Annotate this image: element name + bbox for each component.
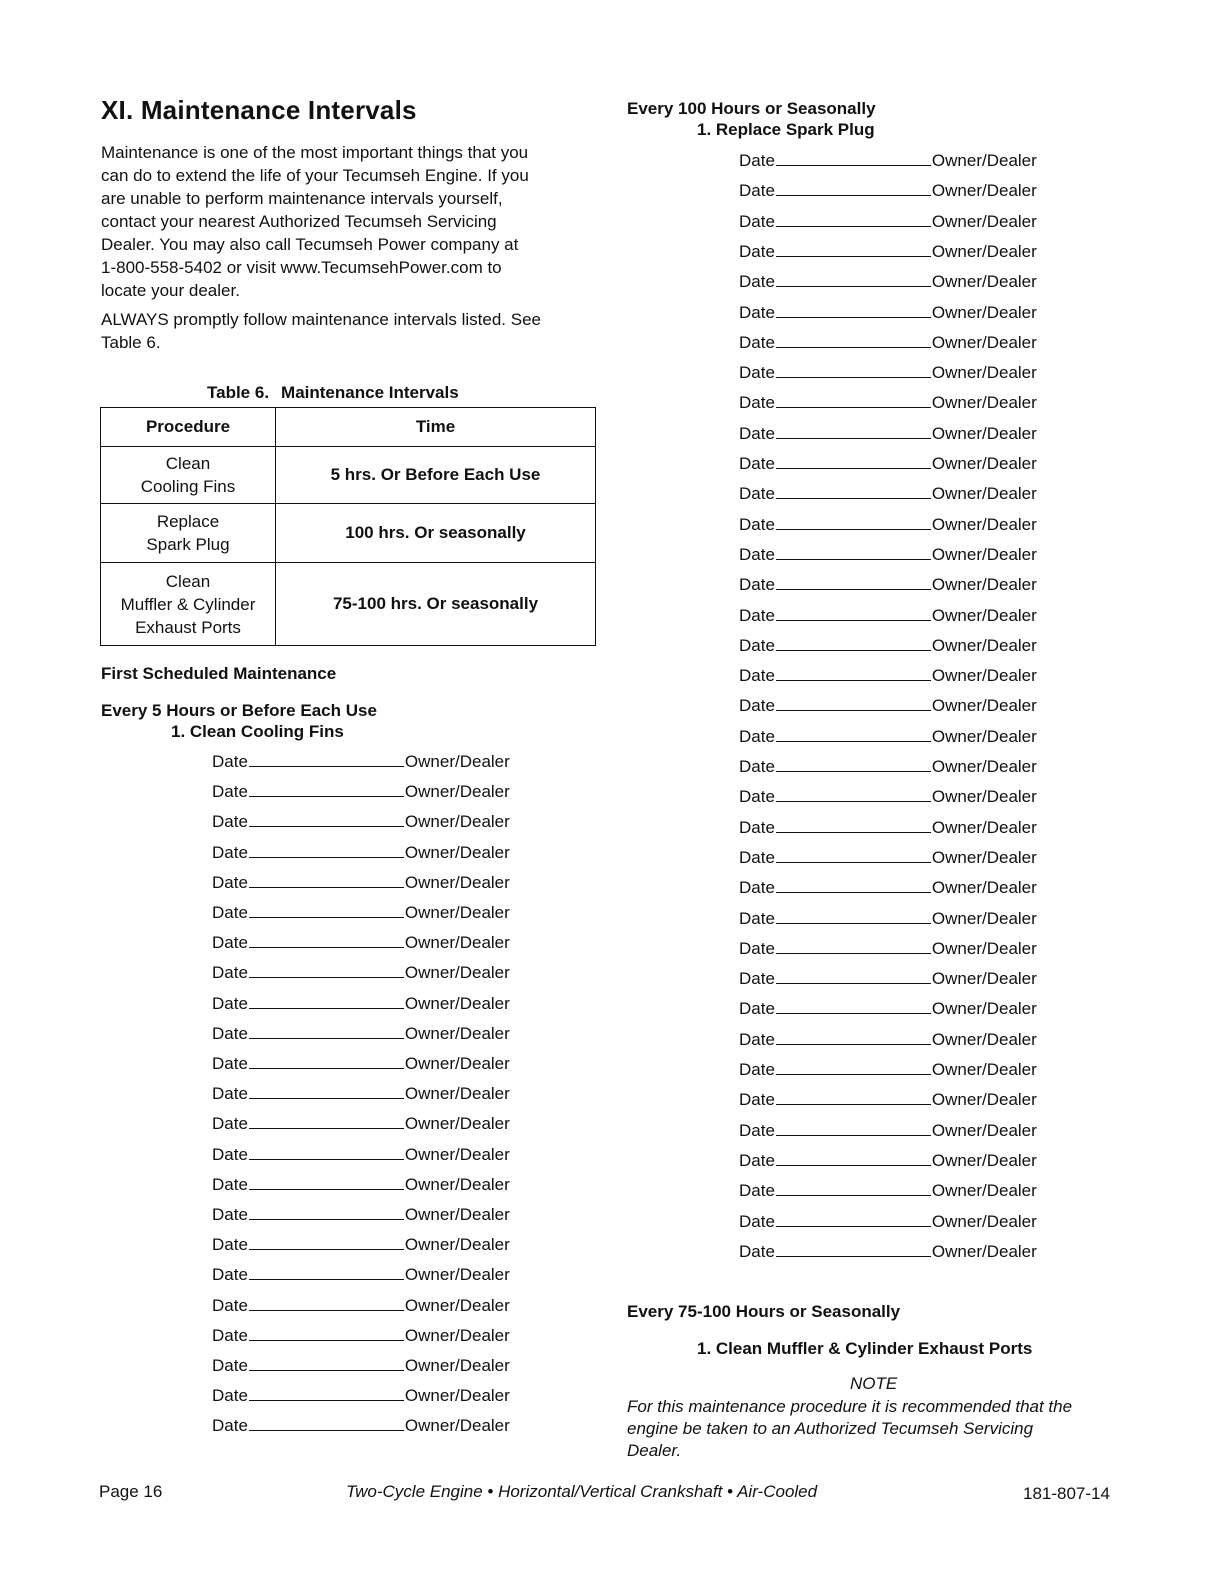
log-owner-dealer-label: Owner/Dealer: [931, 1150, 1037, 1170]
log-date-blank: [776, 272, 931, 287]
intro-line: locate your dealer.: [101, 281, 240, 300]
log-owner-dealer-label: Owner/Dealer: [404, 963, 510, 983]
log-row: [212, 933, 510, 953]
intro-line: Table 6.: [101, 333, 161, 352]
procedure-line: Exhaust Ports: [135, 617, 241, 637]
log-date-label: Date: [739, 999, 775, 1019]
log-date-blank: [776, 1060, 931, 1075]
log-date-label: Date: [212, 1265, 248, 1285]
log-date-blank: [776, 575, 931, 590]
schedule-75-100h-step: 1. Clean Muffler & Cylinder Exhaust Ports: [697, 1339, 1033, 1358]
log-date-label: Date: [739, 181, 775, 201]
intro-line: contact your nearest Authorized Tecumseh Servicing: [101, 212, 497, 231]
log-row: [739, 999, 1037, 1019]
log-date-label: Date: [739, 787, 775, 807]
note-title: NOTE: [850, 1374, 898, 1393]
log-date-label: Date: [212, 1325, 248, 1345]
log-owner-dealer-label: Owner/Dealer: [931, 332, 1037, 352]
log-owner-dealer-label: Owner/Dealer: [404, 1114, 510, 1134]
note-text: [627, 1396, 1127, 1462]
log-date-blank: [776, 151, 931, 166]
log-row: [739, 1212, 1037, 1232]
log-date-blank: [776, 727, 931, 742]
log-date-label: Date: [739, 1060, 775, 1079]
log-owner-dealer-label: Owner/Dealer: [931, 484, 1037, 504]
log-date-blank: [776, 181, 931, 196]
log-date-blank: [776, 1090, 931, 1105]
log-date-label: Date: [212, 842, 248, 862]
log-date-label: Date: [739, 332, 775, 352]
intro-line: ALWAYS promptly follow maintenance intervals listed. See: [101, 310, 541, 329]
log-date-label: Date: [212, 1386, 248, 1406]
log-row: [739, 909, 1037, 929]
log-row: [739, 1181, 1037, 1201]
log-row: [739, 484, 1037, 504]
log-owner-dealer-label: Owner/Dealer: [931, 635, 1037, 655]
log-date-blank: [776, 818, 931, 833]
log-date-blank: [776, 1181, 931, 1196]
log-row: [212, 1416, 510, 1436]
log-row: [739, 363, 1037, 383]
log-date-label: Date: [739, 878, 775, 898]
log-date-blank: [249, 843, 404, 858]
log-row: [739, 939, 1037, 959]
log-owner-dealer-label: Owner/Dealer: [404, 1386, 510, 1406]
log-date-blank: [249, 994, 404, 1009]
log-row: [212, 812, 510, 832]
table-row: [101, 504, 596, 563]
log-owner-dealer-label: Owner/Dealer: [931, 363, 1037, 383]
log-owner-dealer-label: Owner/Dealer: [404, 842, 510, 862]
log-date-label: Date: [212, 812, 248, 832]
log-owner-dealer-label: Owner/Dealer: [404, 903, 510, 922]
log-date-label: Date: [739, 272, 775, 292]
table-caption-title: Maintenance Intervals: [281, 383, 459, 402]
log-row: [212, 1386, 510, 1406]
log-date-label: Date: [212, 1144, 248, 1164]
log-date-label: Date: [212, 1205, 248, 1224]
log-date-blank: [776, 515, 931, 530]
schedule-100h-heading: Every 100 Hours or Seasonally: [627, 99, 876, 118]
log-owner-dealer-label: Owner/Dealer: [931, 969, 1037, 989]
log-date-label: Date: [739, 817, 775, 837]
log-date-label: Date: [212, 993, 248, 1013]
log-owner-dealer-label: Owner/Dealer: [931, 878, 1037, 898]
log-owner-dealer-label: Owner/Dealer: [931, 514, 1037, 534]
log-date-blank: [249, 1205, 404, 1220]
log-date-label: Date: [739, 1090, 775, 1110]
log-owner-dealer-label: Owner/Dealer: [404, 1235, 510, 1255]
log-date-label: Date: [739, 1211, 775, 1231]
log-row: [739, 818, 1037, 838]
log-row: [739, 515, 1037, 535]
log-date-label: Date: [739, 1241, 775, 1261]
schedule-75-100h-heading: Every 75-100 Hours or Seasonally: [627, 1302, 901, 1321]
header-time: Time: [276, 408, 596, 447]
log-date-label: Date: [739, 302, 775, 322]
log-date-blank: [249, 1296, 404, 1311]
log-date-blank: [249, 963, 404, 978]
log-row: [739, 1151, 1037, 1171]
log-date-blank: [776, 363, 931, 378]
log-row: [739, 1121, 1037, 1141]
time-cell: 100 hrs. Or seasonally: [276, 504, 596, 563]
log-date-blank: [776, 424, 931, 439]
log-date-label: Date: [739, 757, 775, 776]
log-date-blank: [776, 909, 931, 924]
log-owner-dealer-label: Owner/Dealer: [931, 757, 1037, 776]
log-row: [212, 1114, 510, 1134]
schedule-5h-step: 1. Clean Cooling Fins: [171, 722, 344, 741]
log-date-blank: [776, 454, 931, 469]
log-date-blank: [776, 303, 931, 318]
log-date-label: Date: [212, 1174, 248, 1194]
log-date-blank: [249, 1326, 404, 1341]
log-date-blank: [776, 787, 931, 802]
log-row: [739, 878, 1037, 898]
time-cell: 5 hrs. Or Before Each Use: [276, 447, 596, 504]
log-row: [212, 1205, 510, 1225]
log-owner-dealer-label: Owner/Dealer: [931, 575, 1037, 595]
log-row: [739, 1090, 1037, 1110]
log-date-label: Date: [212, 782, 248, 802]
log-owner-dealer-label: Owner/Dealer: [931, 1090, 1037, 1110]
log-row: [739, 1242, 1037, 1262]
procedure-line: Cooling Fins: [140, 477, 236, 496]
log-owner-dealer-label: Owner/Dealer: [931, 211, 1037, 231]
log-owner-dealer-label: Owner/Dealer: [931, 817, 1037, 837]
log-owner-dealer-label: Owner/Dealer: [931, 1060, 1037, 1079]
log-owner-dealer-label: Owner/Dealer: [931, 787, 1037, 807]
log-date-label: Date: [739, 151, 775, 170]
log-date-label: Date: [739, 847, 775, 867]
footer-document-code: 181-807-14: [1023, 1484, 1110, 1503]
log-owner-dealer-label: Owner/Dealer: [404, 1295, 510, 1315]
procedure-line: Clean: [165, 571, 211, 591]
log-date-blank: [249, 1054, 404, 1069]
log-owner-dealer-label: Owner/Dealer: [404, 1144, 510, 1164]
log-date-label: Date: [212, 752, 248, 771]
log-row: [739, 969, 1037, 989]
log-row: [212, 1326, 510, 1346]
table-row: [101, 563, 596, 646]
log-date-blank: [776, 757, 931, 772]
log-owner-dealer-label: Owner/Dealer: [931, 908, 1037, 928]
log-owner-dealer-label: Owner/Dealer: [931, 393, 1037, 413]
log-date-label: Date: [739, 241, 775, 261]
log-date-blank: [776, 606, 931, 621]
log-date-blank: [776, 242, 931, 257]
log-owner-dealer-label: Owner/Dealer: [931, 151, 1037, 170]
log-date-label: Date: [739, 1181, 775, 1201]
log-owner-dealer-label: Owner/Dealer: [931, 1211, 1037, 1231]
log-row: [739, 333, 1037, 353]
footer-title: Two-Cycle Engine • Horizontal/Vertical Crankshaft • Air-Cooled: [346, 1482, 818, 1501]
log-date-blank: [776, 939, 931, 954]
log-row: [212, 1265, 510, 1285]
note-line: For this maintenance procedure it is recommended that the: [627, 1397, 1073, 1416]
log-date-label: Date: [739, 726, 775, 746]
log-row: [739, 757, 1037, 777]
log-row: [212, 843, 510, 863]
log-date-blank: [776, 1242, 931, 1257]
log-row: [212, 1175, 510, 1195]
intro-line: can do to extend the life of your Tecumseh Engine. If you: [101, 166, 529, 185]
procedure-cell: [101, 447, 276, 504]
log-row: [739, 606, 1037, 626]
log-date-blank: [249, 1084, 404, 1099]
log-date-blank: [249, 752, 404, 767]
log-owner-dealer-label: Owner/Dealer: [931, 605, 1037, 625]
log-row: [739, 242, 1037, 262]
log-row: [739, 545, 1037, 565]
log-row: [739, 424, 1037, 444]
first-scheduled-heading: First Scheduled Maintenance: [101, 664, 337, 683]
procedure-line: Spark Plug: [146, 535, 230, 554]
table-caption: [207, 383, 459, 403]
time-cell: 75-100 hrs. Or seasonally: [276, 563, 596, 646]
log-date-blank: [776, 484, 931, 499]
log-date-blank: [776, 636, 931, 651]
log-date-blank: [249, 1145, 404, 1160]
log-date-blank: [776, 878, 931, 893]
log-date-label: Date: [739, 363, 775, 383]
log-date-blank: [776, 696, 931, 711]
log-row: [739, 848, 1037, 868]
log-owner-dealer-label: Owner/Dealer: [404, 1356, 510, 1375]
log-row: [212, 873, 510, 893]
log-date-label: Date: [739, 635, 775, 655]
log-date-label: Date: [212, 1084, 248, 1104]
log-row: [212, 1084, 510, 1104]
log-owner-dealer-label: Owner/Dealer: [404, 812, 510, 832]
log-owner-dealer-label: Owner/Dealer: [931, 544, 1037, 564]
footer-page-number: Page 16: [99, 1482, 163, 1501]
log-date-label: Date: [739, 696, 775, 716]
log-owner-dealer-label: Owner/Dealer: [404, 1416, 510, 1436]
log-date-label: Date: [212, 1295, 248, 1315]
log-date-label: Date: [739, 211, 775, 231]
log-owner-dealer-label: Owner/Dealer: [404, 1325, 510, 1345]
log-owner-dealer-label: Owner/Dealer: [404, 1084, 510, 1104]
log-date-blank: [249, 1114, 404, 1129]
log-date-label: Date: [212, 1235, 248, 1255]
log-owner-dealer-label: Owner/Dealer: [404, 933, 510, 953]
log-date-blank: [776, 666, 931, 681]
log-date-blank: [249, 782, 404, 797]
log-date-blank: [776, 333, 931, 348]
log-date-label: Date: [739, 666, 775, 686]
log-row: [212, 1054, 510, 1074]
log-row: [739, 1030, 1037, 1050]
log-owner-dealer-label: Owner/Dealer: [931, 999, 1037, 1019]
log-row: [739, 575, 1037, 595]
intro-line: Maintenance is one of the most important things that you: [101, 143, 529, 162]
log-owner-dealer-label: Owner/Dealer: [404, 993, 510, 1013]
schedule-100h-step: 1. Replace Spark Plug: [697, 120, 875, 139]
log-owner-dealer-label: Owner/Dealer: [931, 696, 1037, 716]
log-date-blank: [249, 1235, 404, 1250]
log-date-blank: [776, 545, 931, 560]
log-date-blank: [776, 1151, 931, 1166]
log-row: [739, 787, 1037, 807]
log-owner-dealer-label: Owner/Dealer: [931, 272, 1037, 292]
log-row: [739, 666, 1037, 686]
log-row: [212, 1356, 510, 1376]
log-row: [739, 151, 1037, 171]
log-date-blank: [249, 1386, 404, 1401]
log-date-blank: [249, 933, 404, 948]
log-date-label: Date: [739, 1150, 775, 1170]
header-procedure: Procedure: [101, 408, 276, 447]
log-row: [212, 903, 510, 923]
maintenance-intervals-table: [100, 407, 596, 646]
log-row: [212, 752, 510, 772]
log-owner-dealer-label: Owner/Dealer: [931, 1181, 1037, 1201]
intro-line: are unable to perform maintenance intervals yourself,: [101, 189, 503, 208]
log-date-blank: [249, 1416, 404, 1431]
log-date-blank: [776, 848, 931, 863]
log-owner-dealer-label: Owner/Dealer: [931, 1241, 1037, 1261]
log-owner-dealer-label: Owner/Dealer: [931, 302, 1037, 322]
log-owner-dealer-label: Owner/Dealer: [931, 1029, 1037, 1049]
log-owner-dealer-label: Owner/Dealer: [404, 872, 510, 892]
log-row: [739, 1060, 1037, 1080]
log-date-label: Date: [212, 1416, 248, 1436]
table-row: [101, 447, 596, 504]
log-date-blank: [776, 212, 931, 227]
log-date-label: Date: [212, 1023, 248, 1043]
log-owner-dealer-label: Owner/Dealer: [931, 423, 1037, 443]
log-date-blank: [776, 393, 931, 408]
log-date-label: Date: [739, 544, 775, 564]
log-date-label: Date: [739, 514, 775, 534]
log-row: [212, 1296, 510, 1316]
log-date-blank: [776, 1212, 931, 1227]
log-date-label: Date: [212, 1114, 248, 1134]
log-date-label: Date: [739, 908, 775, 928]
log-row: [212, 782, 510, 802]
log-date-label: Date: [212, 963, 248, 983]
log-row: [739, 696, 1037, 716]
log-date-label: Date: [212, 872, 248, 892]
log-owner-dealer-label: Owner/Dealer: [404, 752, 510, 771]
procedure-cell: [101, 563, 276, 646]
log-date-label: Date: [739, 484, 775, 504]
log-row: [212, 1024, 510, 1044]
log-owner-dealer-label: Owner/Dealer: [931, 1120, 1037, 1140]
log-date-label: Date: [739, 393, 775, 413]
log-date-label: Date: [212, 1356, 248, 1375]
log-date-label: Date: [212, 1054, 248, 1073]
log-row: [212, 963, 510, 983]
note-line: Dealer.: [627, 1441, 682, 1460]
log-owner-dealer-label: Owner/Dealer: [931, 454, 1037, 473]
log-owner-dealer-label: Owner/Dealer: [404, 1205, 510, 1224]
log-row: [212, 1235, 510, 1255]
log-row: [739, 303, 1037, 323]
log-owner-dealer-label: Owner/Dealer: [404, 1054, 510, 1073]
intro-paragraph: [101, 141, 596, 302]
log-owner-dealer-label: Owner/Dealer: [404, 782, 510, 802]
schedule-5h-heading: Every 5 Hours or Before Each Use: [101, 701, 377, 720]
log-owner-dealer-label: Owner/Dealer: [404, 1265, 510, 1285]
log-date-blank: [776, 1121, 931, 1136]
log-owner-dealer-label: Owner/Dealer: [404, 1023, 510, 1043]
log-row: [739, 636, 1037, 656]
section-title: XI. Maintenance Intervals: [101, 95, 417, 125]
log-row: [739, 272, 1037, 292]
log-owner-dealer-label: Owner/Dealer: [931, 847, 1037, 867]
log-owner-dealer-label: Owner/Dealer: [931, 726, 1037, 746]
log-date-label: Date: [739, 938, 775, 958]
log-owner-dealer-label: Owner/Dealer: [931, 938, 1037, 958]
log-row: [739, 181, 1037, 201]
table-caption-label: Table 6.: [207, 383, 270, 402]
log-date-label: Date: [739, 1120, 775, 1140]
log-date-label: Date: [739, 575, 775, 595]
note-line: engine be taken to an Authorized Tecumseh Servicing: [627, 1419, 1034, 1438]
log-owner-dealer-label: Owner/Dealer: [931, 666, 1037, 686]
log-date-label: Date: [739, 454, 775, 473]
log-date-blank: [249, 1265, 404, 1280]
log-date-blank: [249, 1356, 404, 1371]
log-row: [739, 212, 1037, 232]
log-date-blank: [776, 1030, 931, 1045]
log-row: [739, 393, 1037, 413]
log-date-label: Date: [739, 423, 775, 443]
log-row: [212, 1145, 510, 1165]
procedure-cell: [101, 504, 276, 563]
log-date-blank: [249, 1175, 404, 1190]
log-date-label: Date: [739, 605, 775, 625]
log-owner-dealer-label: Owner/Dealer: [931, 241, 1037, 261]
log-row: [212, 994, 510, 1014]
log-date-label: Date: [739, 969, 775, 989]
log-date-blank: [249, 1024, 404, 1039]
log-date-blank: [776, 999, 931, 1014]
log-date-label: Date: [212, 933, 248, 953]
log-date-label: Date: [739, 1029, 775, 1049]
log-date-blank: [776, 969, 931, 984]
log-date-blank: [249, 812, 404, 827]
procedure-line: Muffler & Cylinder: [120, 594, 256, 614]
intro-line: 1-800-558-5402 or visit www.TecumsehPower.com to: [101, 258, 502, 277]
procedure-line: Replace: [156, 512, 220, 531]
intro-paragraph-2: [101, 308, 601, 354]
log-owner-dealer-label: Owner/Dealer: [931, 181, 1037, 201]
log-row: [739, 454, 1037, 474]
log-date-blank: [249, 903, 404, 918]
log-owner-dealer-label: Owner/Dealer: [404, 1174, 510, 1194]
log-date-blank: [249, 873, 404, 888]
table-header-row: [101, 408, 596, 447]
log-date-label: Date: [212, 903, 248, 922]
log-row: [739, 727, 1037, 747]
procedure-line: Clean: [165, 454, 211, 473]
intro-line: Dealer. You may also call Tecumseh Power company at: [101, 235, 519, 254]
